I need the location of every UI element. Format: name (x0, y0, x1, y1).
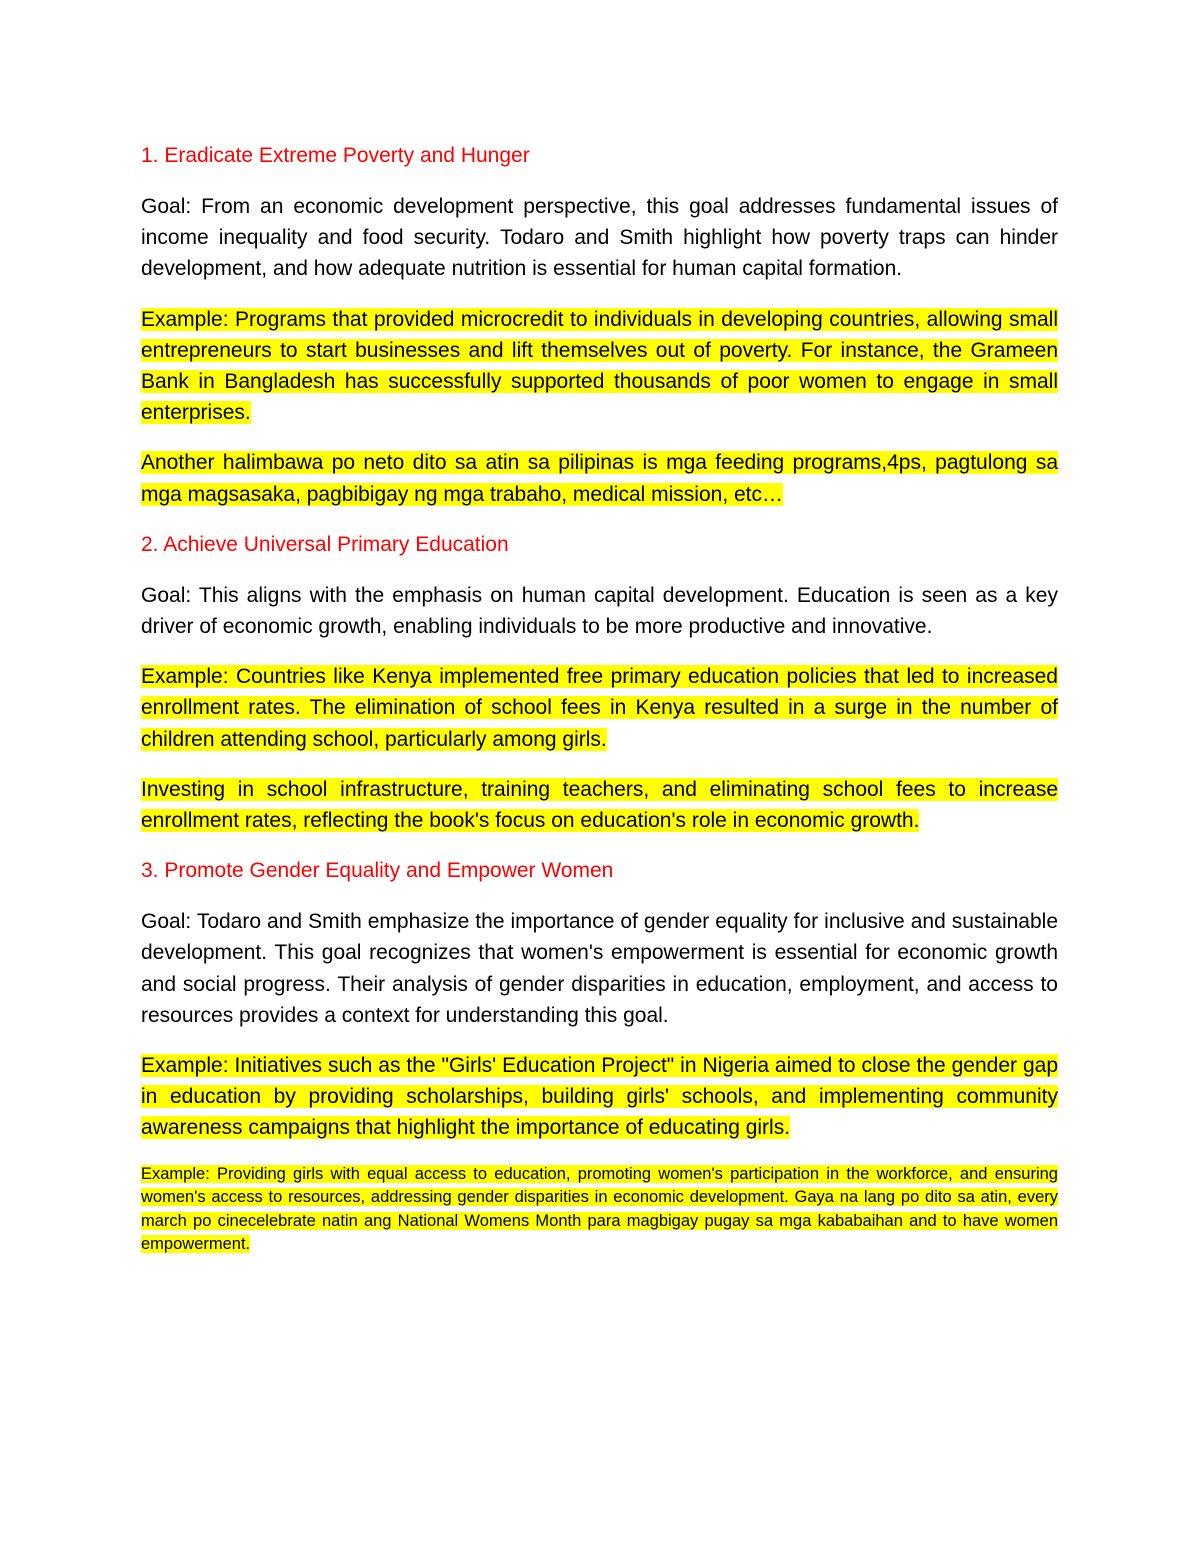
highlighted-text: Example: Initiatives such as the "Girls' Education Project" in Nigeria aimed to close the gender gap in education by providing scholarships, building girls' schools, and implementing community awareness campaigns that highlight the importance of educating girls. (141, 1054, 1058, 1140)
section-1-goal: Goal: From an economic development perspective, this goal addresses fundamental issues of income inequality and food security. Todaro and Smith highlight how poverty traps can hinder development, and how adequate nutrition is essential for human capital formation. (141, 195, 1058, 281)
document-page (141, 140, 1058, 1276)
highlighted-text: Another halimbawa po neto dito sa atin sa pilipinas is mga feeding programs,4ps, pagtulong sa mga magsasaka, pagbibigay ng mga trabaho, medical mission, etc… (141, 451, 1058, 506)
section-1-example-2 (141, 447, 1058, 509)
section-2-goal: Goal: This aligns with the emphasis on human capital development. Education is seen as a key driver of economic growth, enabling individuals to be more productive and innovative. (141, 583, 1058, 639)
section-1-example-1 (141, 304, 1058, 429)
highlighted-text: Example: Providing girls with equal access to education, promoting women's participation in the workforce, and ensuring women's access to resources, addressing gender disparities in economic development. Gaya na lang po dito sa atin, every march po cinecelebrate natin ang National Womens Month para magbigay pugay sa mga kababaihan and to have women empowerment. (141, 1164, 1058, 1254)
section-2-heading: 2. Achieve Universal Primary Education (141, 532, 509, 556)
section-3-example-1 (141, 1050, 1058, 1144)
section-3-example-2 (141, 1163, 1058, 1257)
highlighted-text: Investing in school infrastructure, training teachers, and eliminating school fees to increase enrollment rates, reflecting the book's focus on education's role in economic growth. (141, 777, 1058, 833)
highlighted-text: Example: Programs that provided microcredit to individuals in developing countries, allowing small entrepreneurs to start businesses and lift themselves out of poverty. For instance, the Grameen Bank in Bangladesh has successfully supported thousands of poor women to engage in small enterprises. (141, 307, 1058, 425)
section-3-goal: Goal: Todaro and Smith emphasize the importance of gender equality for inclusive and sustainable development. This goal recognizes that women's empowerment is essential for economic growth and social progress. Their analysis of gender disparities in education, employment, and access to resources provides a context for understanding this goal. (141, 910, 1058, 1027)
section-1-heading: 1. Eradicate Extreme Poverty and Hunger (141, 144, 530, 167)
section-2-example-2 (141, 774, 1058, 836)
section-3-heading: 3. Promote Gender Equality and Empower Women (141, 859, 614, 883)
section-2-example-1 (141, 661, 1058, 755)
highlighted-text: Example: Countries like Kenya implemented free primary education policies that led to increased enrollment rates. The elimination of school fees in Kenya resulted in a surge in the number of children attending school, particularly among girls. (141, 665, 1058, 751)
